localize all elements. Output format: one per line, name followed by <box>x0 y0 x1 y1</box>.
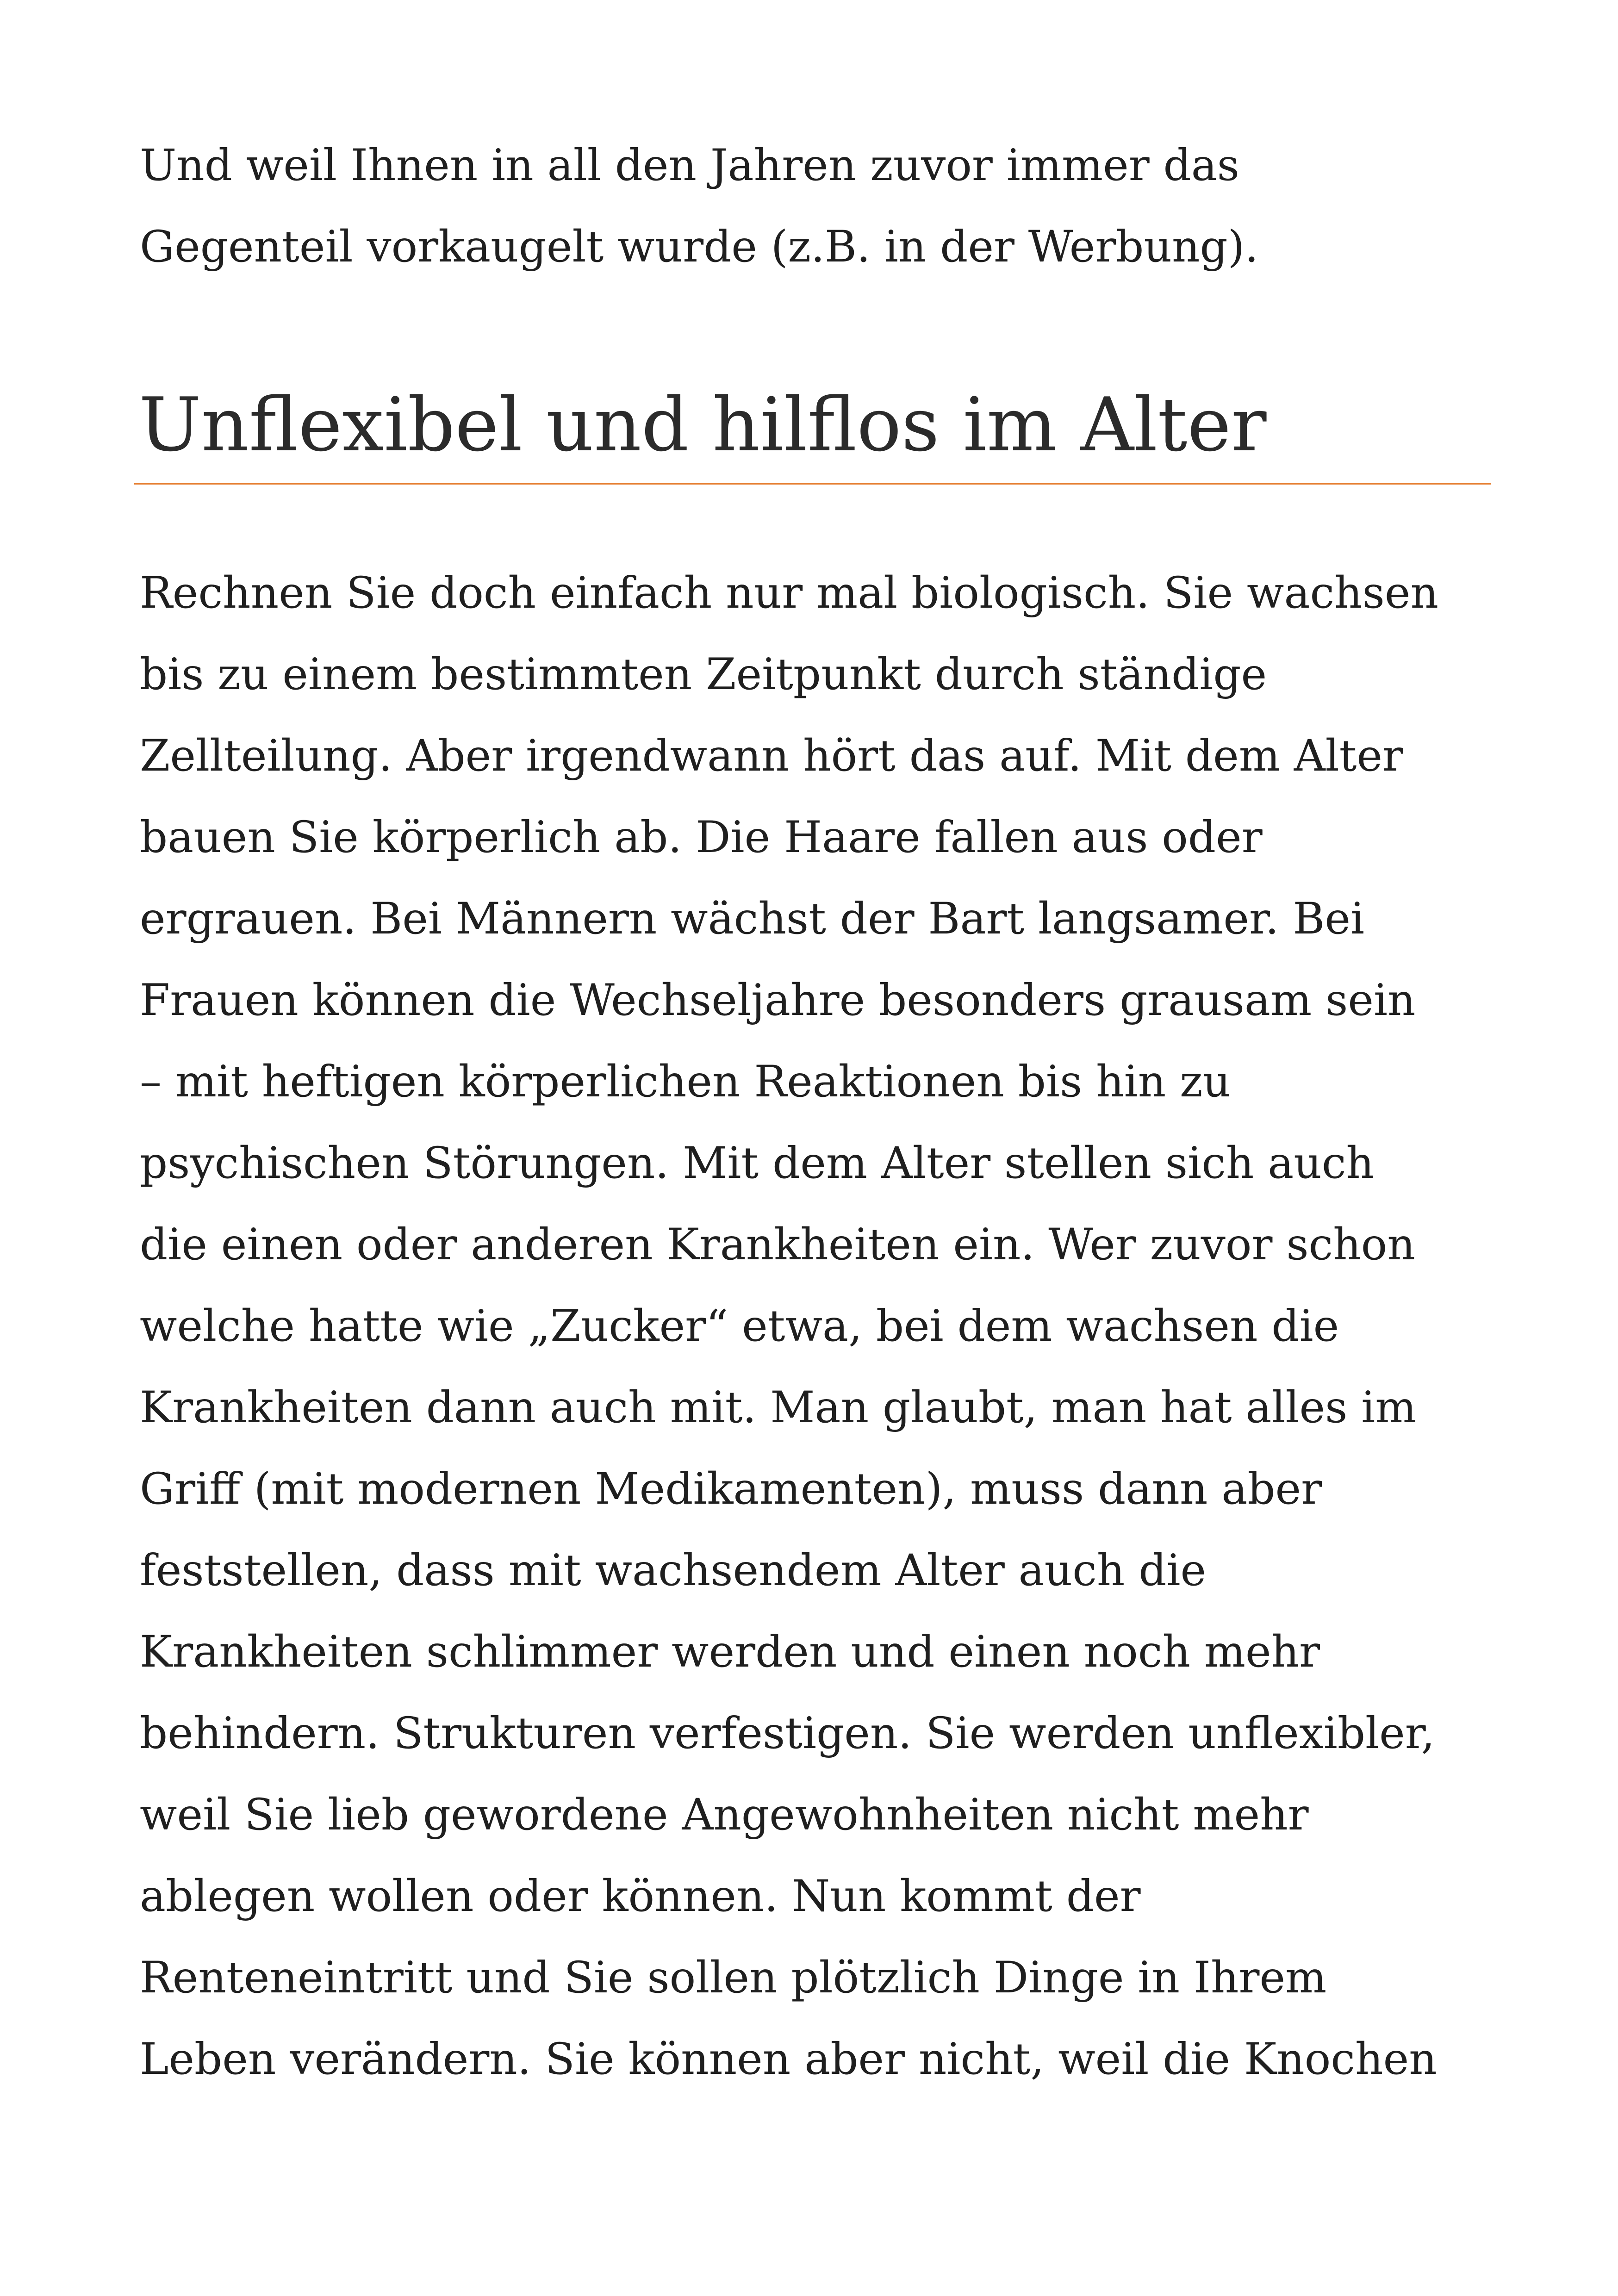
section-heading: Unflexibel und hilflos im Alter <box>139 381 1267 468</box>
body-line: – mit heftigen körperlichen Reaktionen bis hin zu <box>140 1057 1231 1107</box>
body-line: welche hatte wie „Zucker“ etwa, bei dem wachsen die <box>140 1301 1339 1351</box>
body-line: die einen oder anderen Krankheiten ein. Wer zuvor schon <box>140 1220 1415 1270</box>
body-line: Krankheiten schlimmer werden und einen noch mehr <box>140 1627 1320 1677</box>
body-line: Zellteilung. Aber irgendwann hört das auf. Mit dem Alter <box>140 731 1403 781</box>
intro-line: Und weil Ihnen in all den Jahren zuvor immer das <box>140 140 1239 191</box>
body-line: psychischen Störungen. Mit dem Alter stellen sich auch <box>140 1138 1375 1188</box>
body-line: bis zu einem bestimmten Zeitpunkt durch ständige <box>140 649 1267 700</box>
heading-underline-divider <box>134 483 1491 485</box>
body-line: Renteneintritt und Sie sollen plötzlich Dinge in Ihrem <box>140 1953 1327 2003</box>
body-line: behindern. Strukturen verfestigen. Sie werden unflexibler, <box>140 1708 1435 1759</box>
body-line: ablegen wollen oder können. Nun kommt der <box>140 1871 1141 1922</box>
body-line: Frauen können die Wechseljahre besonders grausam sein <box>140 975 1416 1026</box>
body-line: Rechnen Sie doch einfach nur mal biologisch. Sie wachsen <box>140 568 1439 618</box>
body-line: Leben verändern. Sie können aber nicht, weil die Knochen <box>140 2034 1437 2084</box>
body-line: feststellen, dass mit wachsendem Alter auch die <box>140 1545 1207 1596</box>
body-line: ergrauen. Bei Männern wächst der Bart langsamer. Bei <box>140 894 1365 944</box>
body-line: Krankheiten dann auch mit. Man glaubt, man hat alles im <box>140 1382 1417 1433</box>
intro-line: Gegenteil vorkaugelt wurde (z.B. in der Werbung). <box>140 222 1259 272</box>
body-line: bauen Sie körperlich ab. Die Haare fallen aus oder <box>140 812 1263 863</box>
body-line: Griff (mit modernen Medikamenten), muss dann aber <box>140 1464 1322 1514</box>
body-line: weil Sie lieb gewordene Angewohnheiten nicht mehr <box>140 1790 1309 1840</box>
